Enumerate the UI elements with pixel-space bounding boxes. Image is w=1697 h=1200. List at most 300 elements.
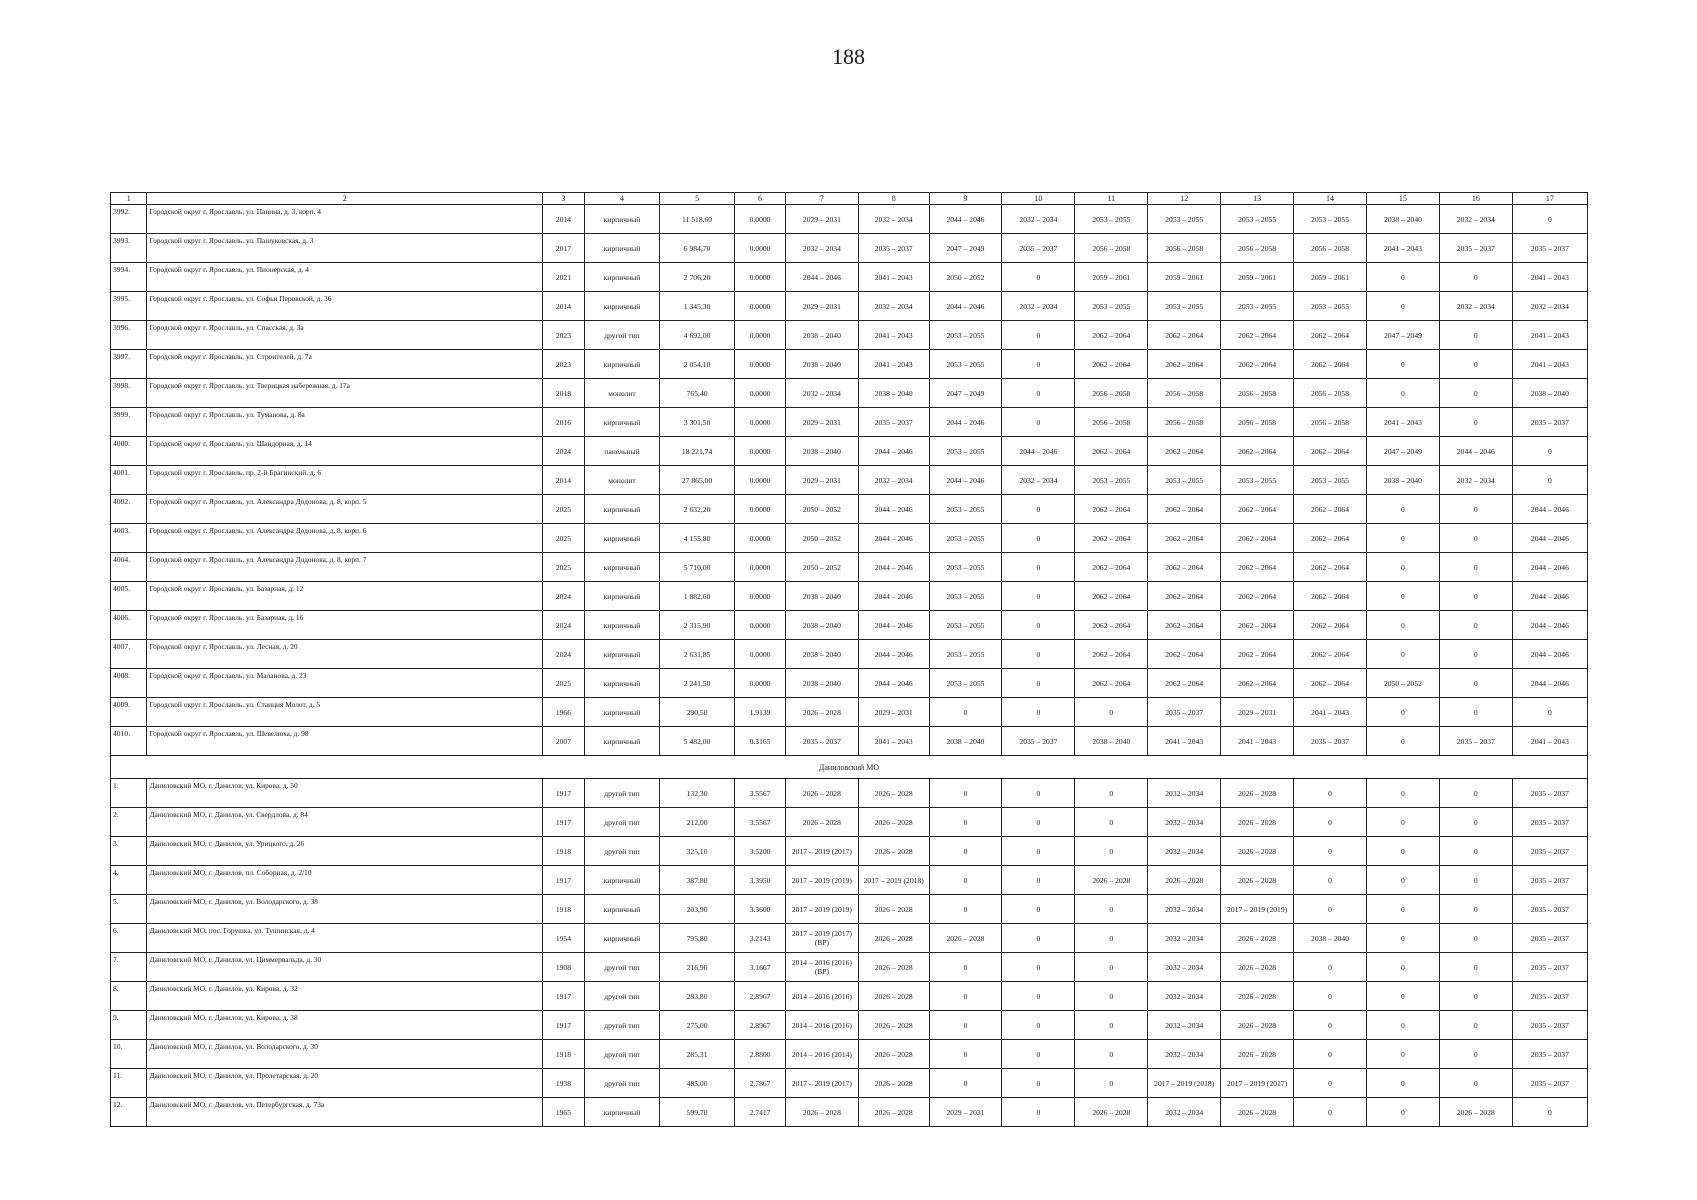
table-cell: 0 bbox=[1002, 582, 1075, 611]
table-cell: другой тип bbox=[584, 779, 659, 808]
table-cell: 2035 – 2037 bbox=[1439, 727, 1512, 756]
table-cell: 0.0000 bbox=[735, 553, 786, 582]
table-cell: 2026 – 2028 bbox=[785, 698, 858, 727]
table-cell: 212,00 bbox=[660, 808, 735, 837]
table-cell: 2041 – 2043 bbox=[1512, 321, 1587, 350]
table-cell: 2029 – 2031 bbox=[929, 1098, 1002, 1127]
table-row bbox=[111, 350, 1588, 379]
table-cell: 0 bbox=[1075, 1011, 1148, 1040]
table-cell: 0 bbox=[1366, 292, 1439, 321]
table-cell: 2053 – 2055 bbox=[929, 582, 1002, 611]
table-cell: 2044 – 2046 bbox=[1512, 611, 1587, 640]
table-cell: 2026 – 2028 bbox=[858, 779, 929, 808]
table-cell: другой тип bbox=[584, 953, 659, 982]
table-cell: 2025 bbox=[542, 553, 584, 582]
row-number-cell: 3997. bbox=[111, 350, 147, 379]
table-cell: 0.0000 bbox=[735, 205, 786, 234]
table-cell: 2041 – 2043 bbox=[1366, 234, 1439, 263]
table-cell: 290,50 bbox=[660, 698, 735, 727]
table-cell: 285,31 bbox=[660, 1040, 735, 1069]
table-cell: 0 bbox=[1294, 1098, 1367, 1127]
table-cell: 2017 bbox=[542, 234, 584, 263]
table-cell: 2026 – 2028 bbox=[1221, 982, 1294, 1011]
column-number-cell: 14 bbox=[1294, 193, 1367, 205]
table-cell: 0 bbox=[929, 895, 1002, 924]
table-cell: 0.0000 bbox=[735, 669, 786, 698]
table-cell: 2029 – 2031 bbox=[1221, 698, 1294, 727]
table-cell: 0 bbox=[1366, 698, 1439, 727]
table-cell: 2062 – 2064 bbox=[1148, 524, 1221, 553]
table-cell: 2062 – 2064 bbox=[1221, 524, 1294, 553]
table-cell: 2044 – 2046 bbox=[1512, 582, 1587, 611]
table-cell: 2035 – 2037 bbox=[1512, 1069, 1587, 1098]
table-row bbox=[111, 727, 1588, 756]
table-cell: 0 bbox=[1294, 895, 1367, 924]
page-number: 188 bbox=[832, 44, 865, 69]
address-cell: Городской округ г. Ярославль, ул. Шандорная, д. 14 bbox=[147, 437, 542, 466]
address-cell: Городской округ г. Ярославль, ул. Маланова, д. 23 bbox=[147, 669, 542, 698]
table-cell: 0 bbox=[1366, 1011, 1439, 1040]
table-cell: 0.0000 bbox=[735, 379, 786, 408]
table-cell: 2062 – 2064 bbox=[1294, 611, 1367, 640]
table-cell: 2032 – 2034 bbox=[1148, 895, 1221, 924]
address-cell: Городской округ г. Ярославль, ул. Базарная, д. 12 bbox=[147, 582, 542, 611]
table-cell: 2044 – 2046 bbox=[929, 205, 1002, 234]
table-cell: панельный bbox=[584, 437, 659, 466]
table-cell: другой тип bbox=[584, 321, 659, 350]
table-cell: 2053 – 2055 bbox=[1294, 466, 1367, 495]
table-cell: 2014 bbox=[542, 292, 584, 321]
table-cell: 2026 – 2028 bbox=[1221, 953, 1294, 982]
table-cell: 283,80 bbox=[660, 982, 735, 1011]
table-cell: 2035 – 2037 bbox=[1512, 837, 1587, 866]
table-cell: 0 bbox=[1366, 524, 1439, 553]
table-cell: 2026 – 2028 bbox=[785, 779, 858, 808]
table-cell: 2035 – 2037 bbox=[1512, 1011, 1587, 1040]
table-row bbox=[111, 895, 1588, 924]
table-cell: 2038 – 2040 bbox=[1294, 924, 1367, 953]
row-number-cell: 9. bbox=[111, 1011, 147, 1040]
table-row bbox=[111, 408, 1588, 437]
table-cell: 11 518,60 bbox=[660, 205, 735, 234]
table-cell: 0 bbox=[1439, 866, 1512, 895]
table-cell: 275,00 bbox=[660, 1011, 735, 1040]
address-cell: Даниловский МО, г. Данилов, ул. Урицкого, д. 26 bbox=[147, 837, 542, 866]
table-cell: 2038 – 2040 bbox=[1366, 205, 1439, 234]
address-cell: Городской округ г. Ярославль, ул. Шевелюха, д. 98 bbox=[147, 727, 542, 756]
column-number-cell: 9 bbox=[929, 193, 1002, 205]
table-cell: 2032 – 2034 bbox=[1002, 205, 1075, 234]
table-cell: 2032 – 2034 bbox=[785, 379, 858, 408]
table-cell: 0 bbox=[1002, 779, 1075, 808]
table-cell: 0 bbox=[1002, 1040, 1075, 1069]
table-cell: 2032 – 2034 bbox=[1148, 808, 1221, 837]
table-cell: 2032 – 2034 bbox=[1439, 205, 1512, 234]
column-number-cell: 8 bbox=[858, 193, 929, 205]
table-cell: 0 bbox=[929, 779, 1002, 808]
table-cell: 2026 – 2028 bbox=[858, 953, 929, 982]
table-cell: 0 bbox=[1294, 982, 1367, 1011]
table-cell: 2062 – 2064 bbox=[1294, 640, 1367, 669]
table-cell: 2026 – 2028 bbox=[1148, 866, 1221, 895]
table-cell: 2032 – 2034 bbox=[1148, 1040, 1221, 1069]
table-row bbox=[111, 611, 1588, 640]
table-cell: другой тип bbox=[584, 1069, 659, 1098]
table-cell: 0 bbox=[929, 1069, 1002, 1098]
table-cell: 1917 bbox=[542, 808, 584, 837]
table-row bbox=[111, 779, 1588, 808]
table-cell: 2062 – 2064 bbox=[1075, 524, 1148, 553]
table-cell: 1954 bbox=[542, 924, 584, 953]
address-cell: Городской округ г. Ярославль, ул. Александра Додонова, д. 8, корп. 6 bbox=[147, 524, 542, 553]
address-cell: Даниловский МО, г. Данилов, пл. Соборная, д. 2/10 bbox=[147, 866, 542, 895]
table-cell: 2053 – 2055 bbox=[1075, 205, 1148, 234]
table-cell: 2062 – 2064 bbox=[1148, 321, 1221, 350]
table-cell: 2026 – 2028 bbox=[785, 1098, 858, 1127]
table-cell: 2053 – 2055 bbox=[929, 611, 1002, 640]
address-cell: Городской округ г. Ярославль, пр. 2-й Брагинский, д. 6 bbox=[147, 466, 542, 495]
table-cell: 2.7867 bbox=[735, 1069, 786, 1098]
table-cell: 2038 – 2040 bbox=[929, 727, 1002, 756]
table-cell: 2062 – 2064 bbox=[1294, 553, 1367, 582]
table-cell: 0 bbox=[1366, 495, 1439, 524]
table-cell: 2053 – 2055 bbox=[929, 321, 1002, 350]
table-cell: 2026 – 2028 bbox=[858, 1069, 929, 1098]
table-cell: 2044 – 2046 bbox=[858, 437, 929, 466]
table-cell: 0 bbox=[1002, 669, 1075, 698]
table-cell: 1908 bbox=[542, 953, 584, 982]
table-cell: 2062 – 2064 bbox=[1294, 495, 1367, 524]
table-cell: 1 345,30 bbox=[660, 292, 735, 321]
table-cell: 2 054,10 bbox=[660, 350, 735, 379]
table-cell: 2053 – 2055 bbox=[1148, 466, 1221, 495]
table-cell: 1917 bbox=[542, 1011, 584, 1040]
table-cell: 0.0000 bbox=[735, 321, 786, 350]
table-cell: 0 bbox=[1439, 640, 1512, 669]
table-cell: 0 bbox=[1512, 205, 1587, 234]
table-cell: 0 bbox=[1002, 1098, 1075, 1127]
table-cell: 2035 – 2037 bbox=[785, 727, 858, 756]
row-number-cell: 3992. bbox=[111, 205, 147, 234]
table-cell: 2026 – 2028 bbox=[858, 1098, 929, 1127]
table-cell: 2038 – 2040 bbox=[858, 379, 929, 408]
table-cell: 2 315,90 bbox=[660, 611, 735, 640]
table-cell: 0 bbox=[1366, 779, 1439, 808]
table-cell: 0 bbox=[1002, 953, 1075, 982]
address-cell: Даниловский МО, г. Данилов, ул. Пролетарская, д. 20 bbox=[147, 1069, 542, 1098]
table-header-row bbox=[111, 193, 1588, 205]
table-cell: кирпичный bbox=[584, 582, 659, 611]
table-cell: 2062 – 2064 bbox=[1148, 553, 1221, 582]
table-cell: кирпичный bbox=[584, 669, 659, 698]
table-cell: 2032 – 2034 bbox=[1002, 466, 1075, 495]
row-number-cell: 3999. bbox=[111, 408, 147, 437]
table-cell: 2041 – 2043 bbox=[1148, 727, 1221, 756]
table-cell: 2026 – 2028 bbox=[929, 924, 1002, 953]
table-cell: 2038 – 2040 bbox=[1075, 727, 1148, 756]
table-cell: другой тип bbox=[584, 1040, 659, 1069]
table-cell: 2041 – 2043 bbox=[1512, 263, 1587, 292]
table-cell: монолит bbox=[584, 379, 659, 408]
table-cell: 2035 – 2037 bbox=[1512, 953, 1587, 982]
table-cell: 2044 – 2046 bbox=[858, 611, 929, 640]
table-cell: 2029 – 2031 bbox=[785, 205, 858, 234]
row-number-cell: 11. bbox=[111, 1069, 147, 1098]
table-cell: 2014 – 2016 (2016) (ВР) bbox=[785, 953, 858, 982]
table-cell: 0 bbox=[929, 808, 1002, 837]
table-cell: 2035 – 2037 bbox=[858, 234, 929, 263]
table-cell: 2062 – 2064 bbox=[1294, 582, 1367, 611]
table-cell: 2023 bbox=[542, 321, 584, 350]
column-number-cell: 15 bbox=[1366, 193, 1439, 205]
table-cell: 2062 – 2064 bbox=[1148, 437, 1221, 466]
table-cell: 4 155,80 bbox=[660, 524, 735, 553]
table-cell: 1938 bbox=[542, 1069, 584, 1098]
table-row bbox=[111, 808, 1588, 837]
table-cell: 0 bbox=[1439, 611, 1512, 640]
row-number-cell: 4003. bbox=[111, 524, 147, 553]
address-cell: Городской округ г. Ярославль, ул. Лесная, д. 20 bbox=[147, 640, 542, 669]
table-row bbox=[111, 205, 1588, 234]
table-cell: 2062 – 2064 bbox=[1221, 350, 1294, 379]
row-number-cell: 7. bbox=[111, 953, 147, 982]
table-cell: кирпичный bbox=[584, 727, 659, 756]
table-cell: 2023 bbox=[542, 350, 584, 379]
table-cell: 2044 – 2046 bbox=[858, 553, 929, 582]
table-cell: 0 bbox=[1294, 1069, 1367, 1098]
table-cell: 0 bbox=[1002, 982, 1075, 1011]
table-cell: кирпичный bbox=[584, 205, 659, 234]
table-cell: кирпичный bbox=[584, 495, 659, 524]
table-cell: 2062 – 2064 bbox=[1075, 321, 1148, 350]
table-cell: 0 bbox=[1294, 953, 1367, 982]
row-number-cell: 3993. bbox=[111, 234, 147, 263]
table-cell: 2053 – 2055 bbox=[929, 553, 1002, 582]
table-cell: 2044 – 2046 bbox=[1439, 437, 1512, 466]
table-cell: 2035 – 2037 bbox=[1148, 698, 1221, 727]
table-cell: 0 bbox=[1366, 640, 1439, 669]
table-cell: 2062 – 2064 bbox=[1148, 640, 1221, 669]
table-cell: 2032 – 2034 bbox=[1512, 292, 1587, 321]
table-cell: 2026 – 2028 bbox=[1221, 837, 1294, 866]
row-number-cell: 3994. bbox=[111, 263, 147, 292]
table-cell: 2062 – 2064 bbox=[1221, 582, 1294, 611]
table-cell: 0 bbox=[1075, 924, 1148, 953]
table-cell: 0 bbox=[1294, 1040, 1367, 1069]
row-number-cell: 1. bbox=[111, 779, 147, 808]
table-cell: 2025 bbox=[542, 495, 584, 524]
table-cell: 2056 – 2058 bbox=[1294, 379, 1367, 408]
table-cell: 2017 – 2019 (2017) (ВР) bbox=[785, 924, 858, 953]
table-cell: 2050 – 2052 bbox=[785, 524, 858, 553]
table-cell: 0 bbox=[1439, 669, 1512, 698]
table-cell: 2053 – 2055 bbox=[929, 350, 1002, 379]
table-cell: 2044 – 2046 bbox=[1512, 495, 1587, 524]
table-cell: 203,90 bbox=[660, 895, 735, 924]
address-cell: Городской округ г. Ярославль, ул. Софьи Перовской, д. 36 bbox=[147, 292, 542, 321]
table-cell: 2056 – 2058 bbox=[1075, 234, 1148, 263]
table-cell: кирпичный bbox=[584, 292, 659, 321]
table-cell: 1918 bbox=[542, 837, 584, 866]
table-cell: 0 bbox=[1439, 953, 1512, 982]
table-cell: 2044 – 2046 bbox=[929, 408, 1002, 437]
table-cell: 0 bbox=[1439, 408, 1512, 437]
table-cell: 2044 – 2046 bbox=[1512, 553, 1587, 582]
table-cell: 0 bbox=[1439, 1011, 1512, 1040]
table-cell: 0 bbox=[1439, 808, 1512, 837]
table-cell: 0 bbox=[1439, 1040, 1512, 1069]
table-cell: 2026 – 2028 bbox=[1439, 1098, 1512, 1127]
table-cell: кирпичный bbox=[584, 895, 659, 924]
table-cell: 0 bbox=[1439, 524, 1512, 553]
table-cell: кирпичный bbox=[584, 263, 659, 292]
table-cell: 0 bbox=[1439, 350, 1512, 379]
table-cell: 0.0000 bbox=[735, 582, 786, 611]
table-cell: 2044 – 2046 bbox=[1512, 640, 1587, 669]
table-cell: 0 bbox=[1075, 895, 1148, 924]
column-number-cell: 2 bbox=[147, 193, 542, 205]
table-cell: 2035 – 2037 bbox=[1512, 808, 1587, 837]
table-cell: 0 bbox=[1366, 1040, 1439, 1069]
table-cell: 0 bbox=[1002, 837, 1075, 866]
address-cell: Городской округ г. Ярославль, ул. Александра Додонова, д. 8, корп. 7 bbox=[147, 553, 542, 582]
address-cell: Даниловский МО, г. Данилов, ул. Петербургская, д. 73а bbox=[147, 1098, 542, 1127]
table-cell: 2026 – 2028 bbox=[858, 1011, 929, 1040]
table-row bbox=[111, 495, 1588, 524]
table-cell: 0 bbox=[1366, 982, 1439, 1011]
row-number-cell: 4008. bbox=[111, 669, 147, 698]
table-cell: 2026 – 2028 bbox=[785, 808, 858, 837]
row-number-cell: 4001. bbox=[111, 466, 147, 495]
table-cell: 1918 bbox=[542, 895, 584, 924]
table-cell: 2044 – 2046 bbox=[929, 466, 1002, 495]
table-cell: 2062 – 2064 bbox=[1148, 582, 1221, 611]
table-row bbox=[111, 437, 1588, 466]
table-cell: 2047 – 2049 bbox=[1366, 321, 1439, 350]
table-cell: 2062 – 2064 bbox=[1075, 350, 1148, 379]
table-cell: 5 710,00 bbox=[660, 553, 735, 582]
table-cell: 2017 – 2019 (2019) bbox=[1221, 895, 1294, 924]
table-cell: 0 bbox=[1439, 698, 1512, 727]
table-cell: 2017 – 2019 (2019) bbox=[785, 895, 858, 924]
row-number-cell: 4009. bbox=[111, 698, 147, 727]
table-row bbox=[111, 1069, 1588, 1098]
table-cell: 2.8967 bbox=[735, 1011, 786, 1040]
table-cell: 599,70 bbox=[660, 1098, 735, 1127]
table-cell: 2053 – 2055 bbox=[1221, 205, 1294, 234]
table-cell: 0.0000 bbox=[735, 234, 786, 263]
table-cell: 2035 – 2037 bbox=[1512, 982, 1587, 1011]
table-cell: 2035 – 2037 bbox=[1512, 408, 1587, 437]
table-cell: 2038 – 2040 bbox=[785, 321, 858, 350]
table-cell: 4 692,00 bbox=[660, 321, 735, 350]
column-number-cell: 13 bbox=[1221, 193, 1294, 205]
table-cell: 2 706,20 bbox=[660, 263, 735, 292]
table-row bbox=[111, 640, 1588, 669]
table-cell: 2032 – 2034 bbox=[1148, 982, 1221, 1011]
table-cell: 0 bbox=[1294, 1011, 1367, 1040]
table-cell: 2017 – 2019 (2018) bbox=[858, 866, 929, 895]
table-cell: 2029 – 2031 bbox=[785, 292, 858, 321]
table-cell: 765,40 bbox=[660, 379, 735, 408]
table-row bbox=[111, 1040, 1588, 1069]
table-cell: 2014 – 2016 (2016) bbox=[785, 982, 858, 1011]
row-number-cell: 4007. bbox=[111, 640, 147, 669]
table-cell: 2056 – 2058 bbox=[1294, 408, 1367, 437]
registry-table bbox=[110, 192, 1588, 1127]
row-number-cell: 4. bbox=[111, 866, 147, 895]
table-cell: 2059 – 2061 bbox=[1148, 263, 1221, 292]
table-cell: 2032 – 2034 bbox=[1148, 1011, 1221, 1040]
table-cell: другой тип bbox=[584, 1011, 659, 1040]
table-cell: 2062 – 2064 bbox=[1075, 437, 1148, 466]
table-cell: 0 bbox=[929, 1011, 1002, 1040]
table-cell: 3.1667 bbox=[735, 953, 786, 982]
table-cell: 2007 bbox=[542, 727, 584, 756]
table-cell: 2024 bbox=[542, 640, 584, 669]
table-cell: 2062 – 2064 bbox=[1221, 669, 1294, 698]
table-cell: 2062 – 2064 bbox=[1221, 640, 1294, 669]
table-cell: 2056 – 2058 bbox=[1221, 379, 1294, 408]
address-cell: Городской округ г. Ярославль, ул. Пашуковская, д. 3 bbox=[147, 234, 542, 263]
table-cell: 0 bbox=[1002, 408, 1075, 437]
table-cell: 2017 – 2019 (2017) bbox=[1221, 1069, 1294, 1098]
table-cell: 132,30 bbox=[660, 779, 735, 808]
column-number-cell: 12 bbox=[1148, 193, 1221, 205]
table-cell: 2044 – 2046 bbox=[858, 669, 929, 698]
table-cell: другой тип bbox=[584, 837, 659, 866]
table-row bbox=[111, 466, 1588, 495]
table-cell: 0 bbox=[1002, 379, 1075, 408]
table-cell: 2044 – 2046 bbox=[929, 292, 1002, 321]
table-cell: 2053 – 2055 bbox=[1148, 205, 1221, 234]
table-cell: 2056 – 2058 bbox=[1221, 234, 1294, 263]
table-cell: 2044 – 2046 bbox=[858, 640, 929, 669]
table-cell: 2026 – 2028 bbox=[858, 895, 929, 924]
table-cell: 0 bbox=[1002, 924, 1075, 953]
table-cell: 795,80 bbox=[660, 924, 735, 953]
table-cell: 2056 – 2058 bbox=[1148, 234, 1221, 263]
table-row bbox=[111, 953, 1588, 982]
table-row bbox=[111, 924, 1588, 953]
table-cell: 2062 – 2064 bbox=[1294, 669, 1367, 698]
table-cell: 2062 – 2064 bbox=[1075, 495, 1148, 524]
table-cell: 2025 bbox=[542, 524, 584, 553]
column-number-cell: 1 bbox=[111, 193, 147, 205]
table-row bbox=[111, 582, 1588, 611]
table-cell: 2026 – 2028 bbox=[858, 1040, 929, 1069]
address-cell: Городской округ г. Ярославль, ул. Пионерская, д. 4 bbox=[147, 263, 542, 292]
table-cell: 0 bbox=[1366, 379, 1439, 408]
table-cell: 0 bbox=[1002, 895, 1075, 924]
address-cell: Городской округ г. Ярославль, ул. Станция Молот, д. 5 bbox=[147, 698, 542, 727]
table-cell: 2026 – 2028 bbox=[1221, 1040, 1294, 1069]
table-cell: 2050 – 2052 bbox=[785, 553, 858, 582]
table-cell: 2026 – 2028 bbox=[1075, 1098, 1148, 1127]
table-cell: 2026 – 2028 bbox=[1221, 808, 1294, 837]
table-cell: 2062 – 2064 bbox=[1294, 437, 1367, 466]
table-cell: 0 bbox=[1439, 779, 1512, 808]
table-cell: кирпичный bbox=[584, 524, 659, 553]
table-cell: 2024 bbox=[542, 437, 584, 466]
table-cell: 2035 – 2037 bbox=[1512, 924, 1587, 953]
table-cell: 2026 – 2028 bbox=[858, 808, 929, 837]
table-cell: 2053 – 2055 bbox=[1075, 292, 1148, 321]
table-cell: 0 bbox=[1366, 924, 1439, 953]
table-cell: 2018 bbox=[542, 379, 584, 408]
table-cell: 485,00 bbox=[660, 1069, 735, 1098]
table-cell: 2041 – 2043 bbox=[1512, 727, 1587, 756]
